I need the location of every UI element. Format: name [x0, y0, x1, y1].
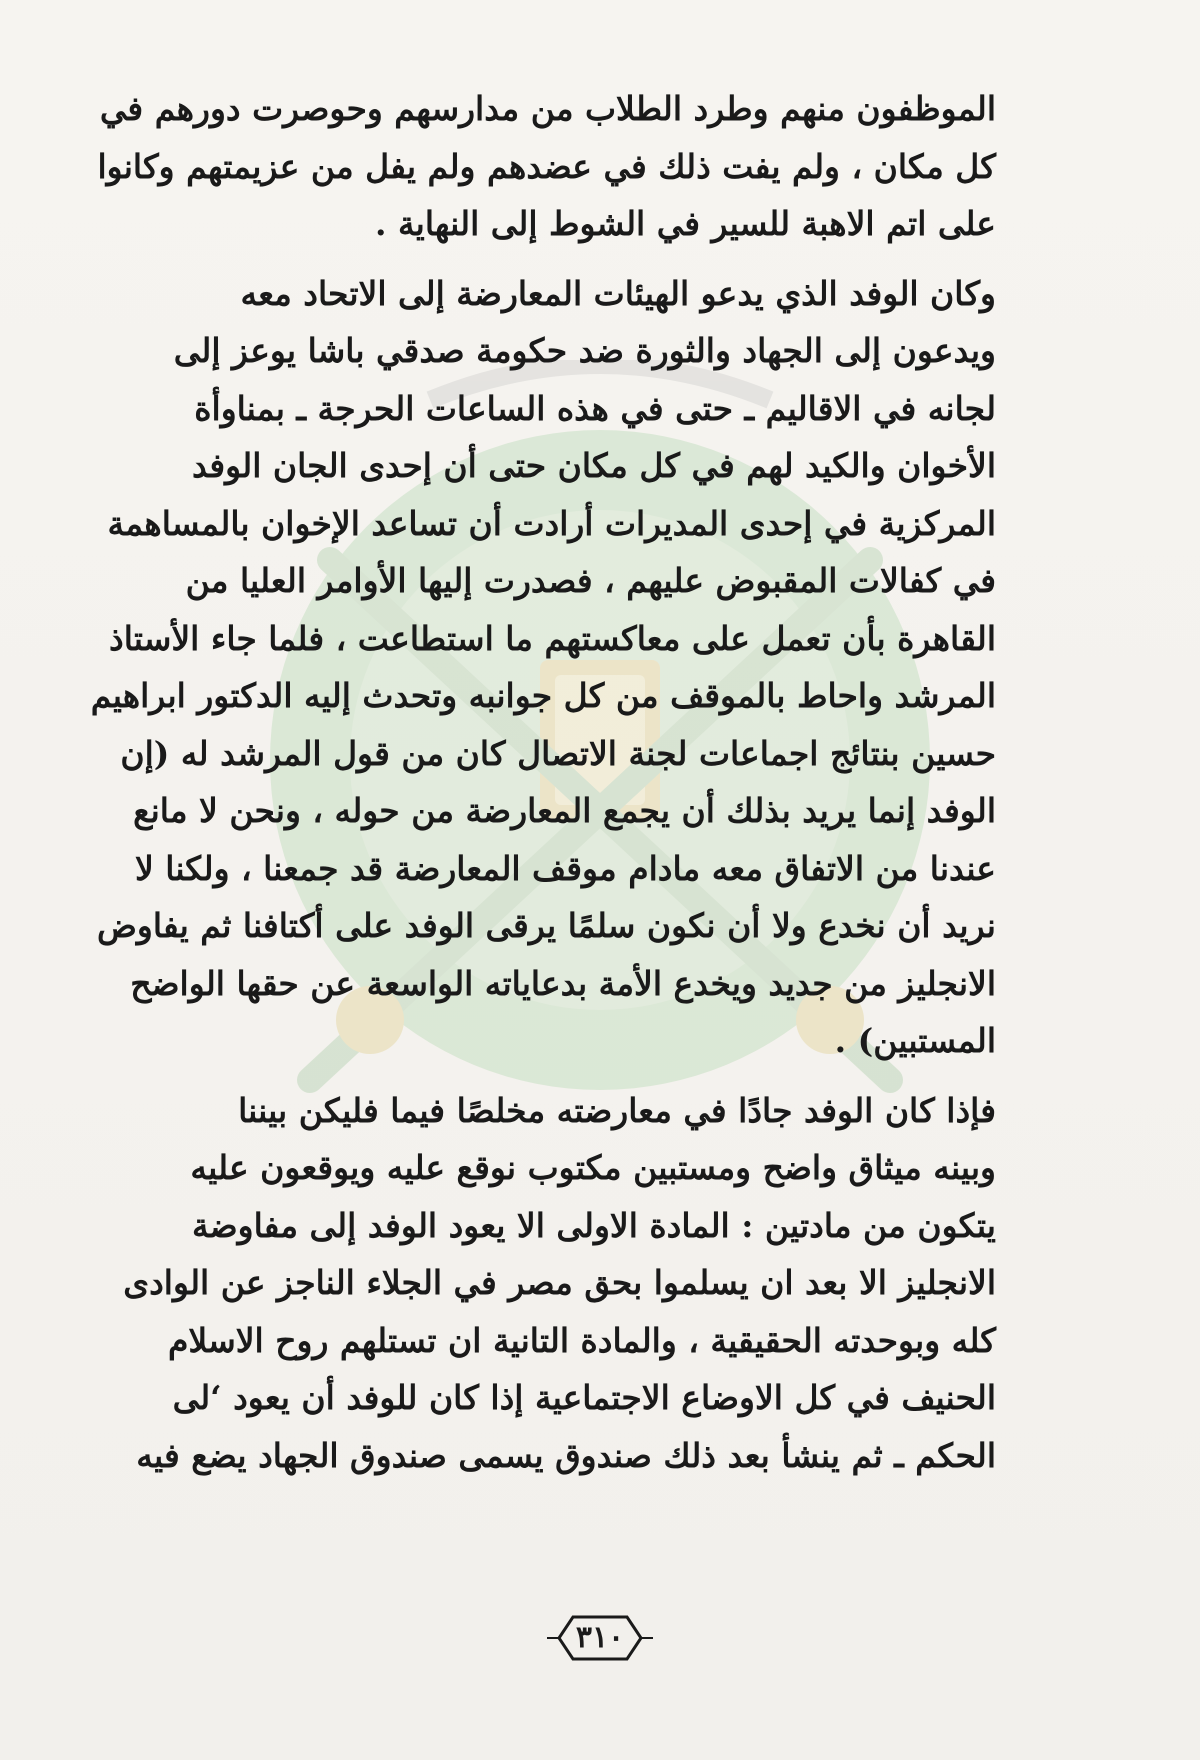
- page-number-badge: [545, 1611, 655, 1665]
- text-line: الموظفون منهم وطرد الطلاب من مدارسهم وحوصرت دورهم في: [99, 89, 996, 128]
- text-line: فإذا كان الوفد جادًا في معارضته مخلصًا فيما فليكن بيننا: [238, 1090, 996, 1130]
- text-line: الانجليز من جديد ويخدع الأمة بدعاياته الواسعة عن حقها الواضح: [130, 963, 996, 1003]
- body-text: [90, 80, 996, 1484]
- text-line: القاهرة بأن تعمل على معاكستهم ما استطاعت ، فلما جاء الأستاذ: [109, 618, 996, 658]
- text-line: نريد أن نخدع ولا أن نكون سلمًا يرقى الوفد على أكتافنا ثم يفاوض: [97, 906, 996, 945]
- text-line: وكان الوفد الذي يدعو الهيئات المعارضة إلى الاتحاد معه: [240, 273, 996, 313]
- text-line: وبينه ميثاق واضح ومستبين مكتوب نوقع عليه ويوقعون عليه: [190, 1148, 996, 1187]
- text-line: المرشد واحاط بالموقف من كل جوانبه وتحدث إليه الدكتور ابراهيم: [90, 676, 996, 715]
- text-line: في كفالات المقبوض عليهم ، فصدرت إليها الأوامر العليا من: [185, 561, 996, 600]
- text-line: الحنيف في كل الاوضاع الاجتماعية إذا كان للوفد أن يعود ‘لى: [172, 1378, 996, 1417]
- text-line: يتكون من مادتين : المادة الاولى الا يعود الوفد إلى مفاوضة: [191, 1205, 996, 1245]
- page-footer: [0, 1608, 1200, 1668]
- text-line: الحكم ـ ثم ينشأ بعد ذلك صندوق يسمى صندوق الجهاد يضع فيه: [136, 1435, 996, 1475]
- text-line: كل مكان ، ولم يفت ذلك في عضدهم ولم يفل من عزيمتهم وكانوا: [97, 146, 996, 186]
- text-line: الأخوان والكيد لهم في كل مكان حتى أن إحدى الجان الوفد: [192, 446, 996, 485]
- text-line: المستبين) .: [834, 1021, 996, 1060]
- text-line: على اتم الاهبة للسير في الشوط إلى النهاية .: [374, 204, 996, 243]
- text-line: كله وبوحدته الحقيقية ، والمادة التانية ان تستلهم روح الاسلام: [167, 1320, 996, 1360]
- text-line: الانجليز الا بعد ان يسلموا بحق مصر في الجلاء الناجز عن الوادى: [123, 1263, 996, 1302]
- text-line: حسين بنتائج اجماعات لجنة الاتصال كان من قول المرشد له (إن: [120, 733, 996, 773]
- text-line: ويدعون إلى الجهاد والثورة ضد حكومة صدقي باشا يوعز إلى: [173, 331, 996, 370]
- page-number: ٣١٠: [575, 1620, 625, 1655]
- text-line: لجانه في الاقاليم ـ حتى في هذه الساعات الحرجة ـ بمناوأة: [194, 388, 996, 428]
- text-line: المركزية في إحدى المديرات أرادت أن تساعد الإخوان بالمساهمة: [107, 503, 996, 543]
- text-line: عندنا من الاتفاق معه مادام موقف المعارضة قد جمعنا ، ولكنا لا: [134, 848, 996, 888]
- text-line: الوفد إنما يريد بذلك أن يجمع المعارضة من حوله ، ونحن لا مانع: [133, 791, 996, 830]
